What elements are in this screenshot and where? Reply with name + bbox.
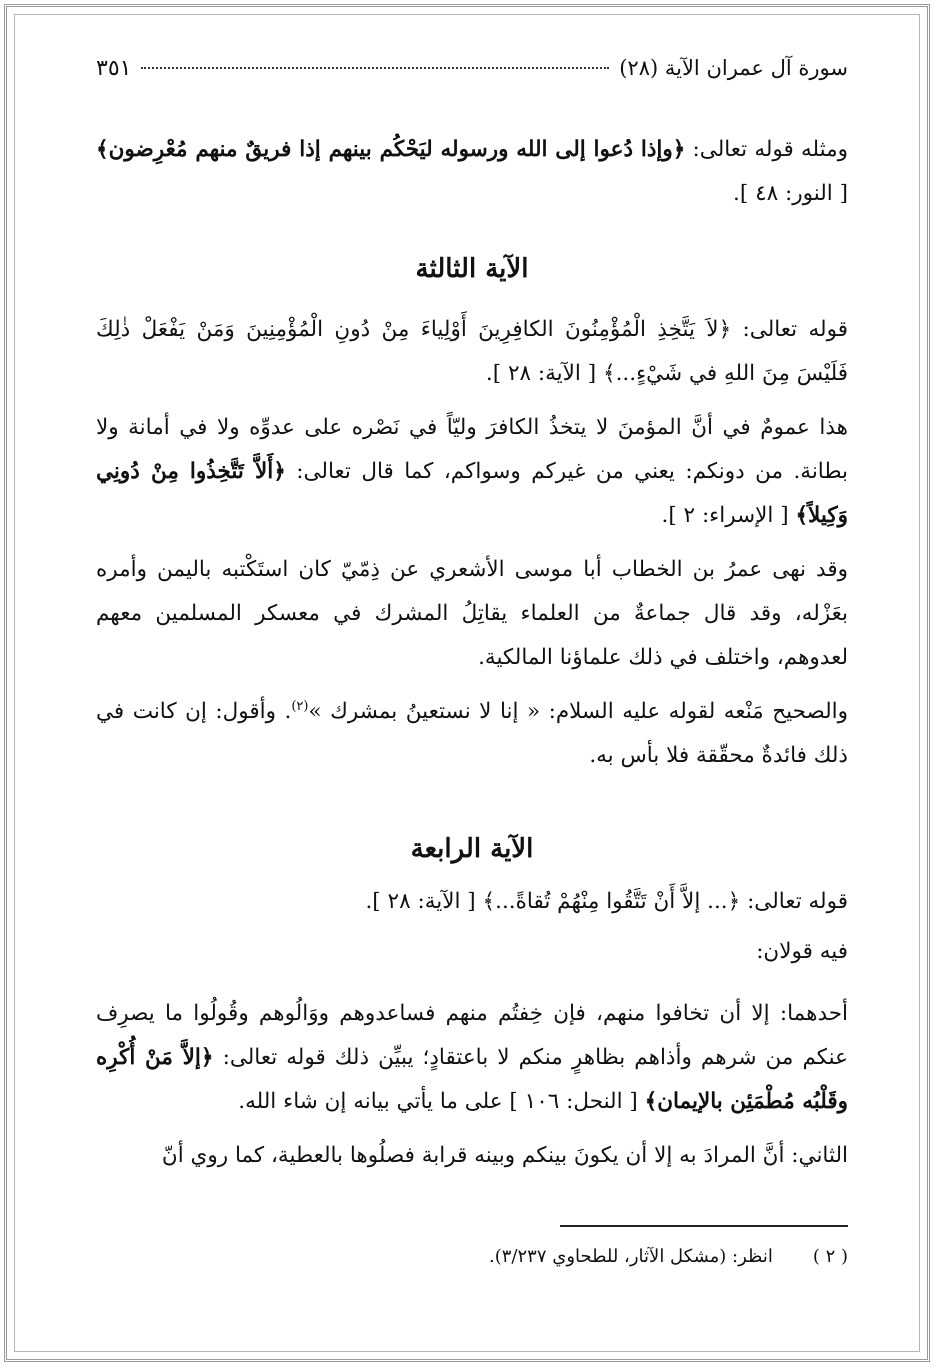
correct-view-rest: . وأقول: إن كانت في ذلك فائدةٌ محقّقة فلا بأس به.: [96, 699, 848, 768]
nahl-reference: [ النحل: ١٠٦ ] على ما يأتي بيانه إن شاء الله.: [238, 1089, 645, 1114]
intro-text: ومثله قوله تعالى:: [685, 137, 848, 162]
footnote-marker: (٢): [291, 698, 309, 714]
isra-quote: ﴿أَلاَّ تَتَّخِذُوا مِنْ دُونِي وَكِيلاً﴾: [96, 459, 848, 528]
footnote: [248, 1242, 848, 1272]
generality-text: هذا عمومٌ في أنَّ المؤمنَ لا يتخذُ الكافرَ وليّاً في نَصْره على عدوِّه ولا في أمانة ولا بطانة. من دونكم: يعني من غيركم وسواكم، كما قال تعالى:: [96, 415, 848, 484]
fourth-verse-intro: قوله تعالى:: [740, 889, 848, 914]
footnote-number: ( ٢ ): [812, 1246, 848, 1267]
third-verse-paragraph: [96, 308, 848, 396]
fourth-verse-reference: [ الآية: ٢٨ ].: [365, 889, 483, 914]
two-views-line: فيه قولان:: [756, 939, 848, 964]
isra-reference: [ الإسراء: ٢ ].: [661, 503, 796, 528]
second-view-paragraph: الثاني: أنَّ المرادَ به إلا أن يكونَ بينكم وبينه قرابة فصلُوها بالعطية، كما روي أنّ: [161, 1143, 848, 1168]
intro-paragraph: [96, 128, 848, 216]
header-dot-leader: [141, 67, 609, 69]
third-verse-reference: [ الآية: ٢٨ ].: [485, 361, 603, 386]
first-view-paragraph: [96, 992, 848, 1124]
nahl-quote: ﴿إلاَّ مَنْ أُكْرِه وقَلْبُه مُطْمَئِن بالإيمان﴾: [96, 1045, 848, 1114]
third-verse-quote: ﴿لاَ يَتَّخِذِ الْمُؤْمِنُونَ الكافِرِينَ أَوْلِياءَ مِنْ دُونِ الْمُؤْمِنِينَ وَمَنْ يَفْعَلْ ذٰلِكَ فَلَيْسَ مِنَ اللهِ في شَيْءٍ...﴾: [96, 317, 848, 386]
intro-quran-quote: ﴿وإذا دُعوا إلى الله ورسوله ليَحْكُم بينهم إذا فريقٌ منهم مُعْرِضون﴾: [96, 137, 686, 162]
umar-paragraph: وقد نهى عمرُ بن الخطاب أبا موسى الأشعري عن ذِمّيّ كان استَكْتبه باليمن وأمره بعَزْله، وقد قال جماعةٌ من العلماء يقاتِلُ المشرك في معسكر المسلمين معهم لعدوهم، واختلف في ذلك علماؤنا المالكية.: [96, 557, 848, 670]
section-heading-fourth-verse: الآية الرابعة: [410, 834, 534, 864]
running-header: [96, 56, 848, 100]
generality-paragraph: [96, 406, 848, 538]
correct-view-paragraph: [96, 690, 848, 778]
first-view-text: أحدهما: إلا أن تخافوا منهم، فإن خِفتُم منهم فساعدوهم ووَالُوهم وقُولُوا ما يصرِف عنكم من شرهم وأذاهم بظاهرٍ منكم لا باعتقادٍ؛ يبيِّن ذلك قوله تعالى:: [96, 1001, 848, 1070]
footnote-separator: [560, 1225, 848, 1227]
third-verse-intro: قوله تعالى:: [731, 317, 848, 342]
footnote-text: انظر: (مشكل الآثار، للطحاوي ٣/٢٣٧).: [489, 1246, 773, 1267]
running-header-title: سورة آل عمران الآية (٢٨): [619, 56, 848, 80]
intro-reference: [ النور: ٤٨ ].: [733, 181, 848, 206]
fourth-verse-paragraph: [96, 880, 848, 924]
page-number: ٣٥١: [96, 56, 132, 81]
correct-view-text: والصحيح مَنْعه لقوله عليه السلام: « إنا لا نستعينُ بمشرك »: [308, 699, 848, 724]
page-content: [96, 56, 848, 1178]
fourth-verse-quote: ﴿... إلاَّ أَنْ تَتَّقُوا مِنْهُمْ تُقاةً...﴾: [482, 889, 741, 914]
section-heading-third-verse: الآية الثالثة: [415, 254, 529, 284]
